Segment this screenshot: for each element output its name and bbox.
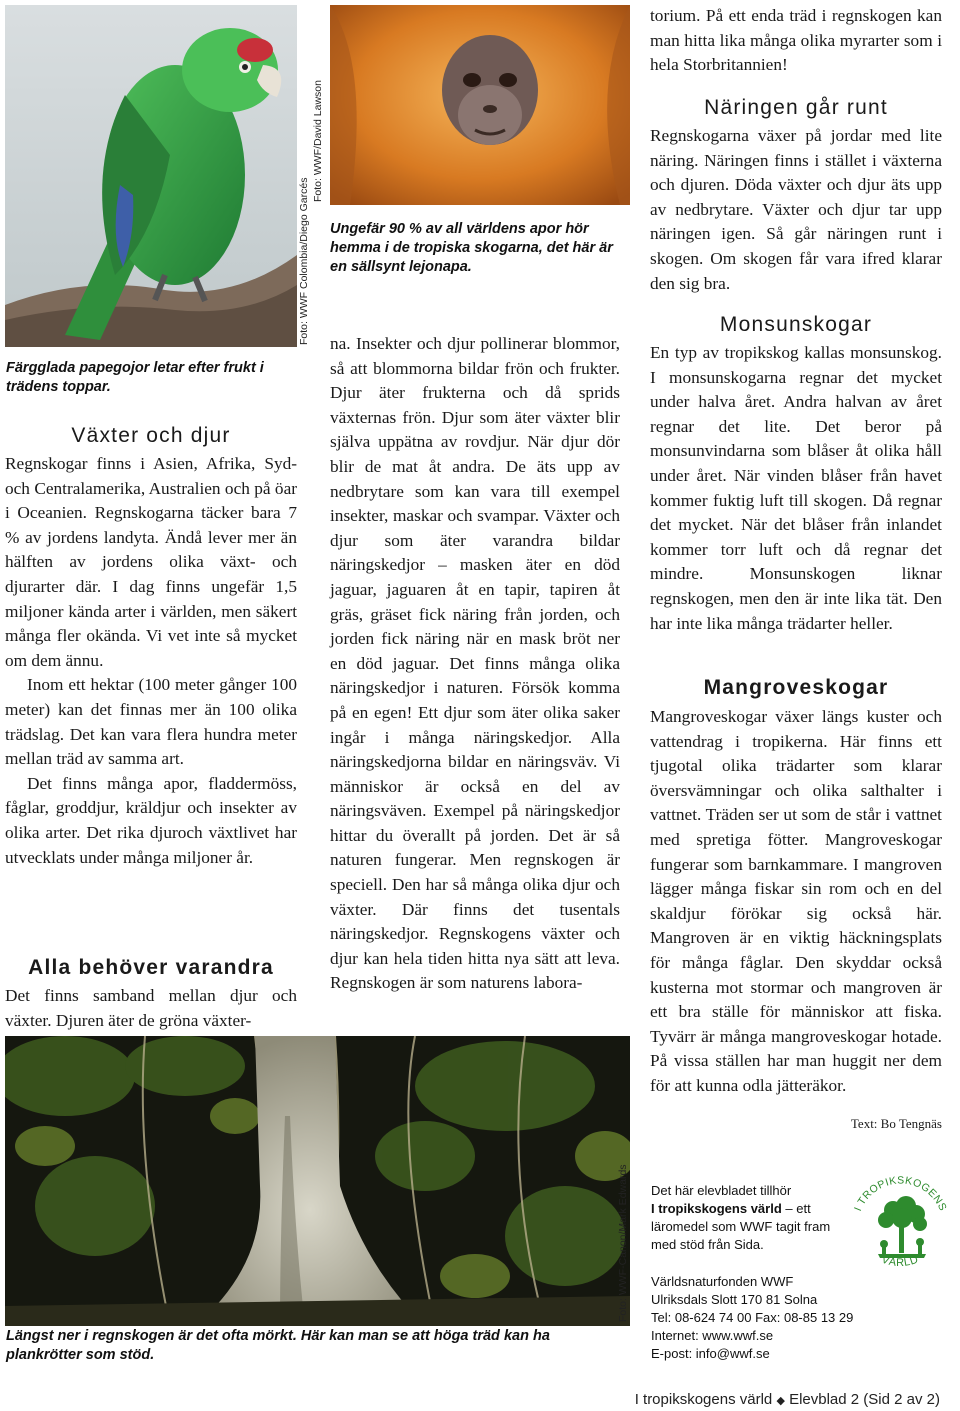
column-3-text-1: [650, 124, 942, 296]
col1-paragraph-1: Regnskogar finns i Asien, Afrika, Syd- och Centralamerika, Australien och på öar i Oceanien. Regnskogarna täcker bara 7 % av jordens landyta. Ändå lever mer än hälften av jordens olika växt- och djurarter där. I dag finns ungefär 1,5 miljoner kända arter i världen, men säkert många fler okända. Vi vet inte så mycket om dem ännu.: [5, 454, 297, 670]
forest-caption: Längst ner i regnskogen är det ofta mörkt. Här kan man se att höga träd kan ha plankrötter som stöd.: [6, 1328, 550, 1363]
heading-alla-behover-varandra: Alla behöver varandra: [28, 956, 274, 979]
col3-paragraph-1: Regnskogarna växer på jordar med lite näring. Näringen finns i stället i växterna och djuren. Döda växter och djur äts upp av nedbrytare. Växter och djur tar upp näringen igen. Så går näringen runt i skogen. Om skogen får vara ifred klarar den sig bra.: [650, 126, 942, 293]
forest-photo: [5, 1036, 630, 1326]
footer-title: I tropikskogens värld: [634, 1391, 773, 1408]
column-1-text: [5, 452, 297, 870]
logo-top-text: I TROPIKSKOGENS: [852, 1174, 949, 1213]
parrot-caption: Färgglada papegojor letar efter frukt i trädens toppar.: [6, 360, 264, 395]
contact-org: Världsnaturfonden WWF: [651, 1274, 794, 1289]
logo-bottom-text: VÄRLD: [879, 1253, 921, 1270]
photo-credit-forest: Foto: WWF-Canon/Mark Edwards: [617, 1164, 629, 1322]
info-title-line: [651, 1200, 831, 1254]
column-3-text-3: [650, 705, 942, 1099]
column-3-text-2: [650, 341, 942, 636]
col2-paragraph-1: na. Insekter och djur pollinerar blommor, så att blommorna bildar frön och frukter. Djur äter frukterna och då sprids växternas frön. Djur som äter växter blir själva uppätna av rovdjur. När djur dör blir de mat åt andra. De äts upp av nedbrytare som kan vara till exempel insekter, maskar och svampar. Växter och djur som äter varandra bildar näringskedjor – masken äter en död jaguar, jaguaren åt en tapir, tapiren åt gräs, gräset fick näring från jorden, och jorden fick näring när en mask bröt ner en död jaguar. Det finns många olika näringskedjor i naturen. Försök komma på en egen! Ett djur som äter olika saker ingår i många näringskedjor. Alla näringskedjorna bildar en näringsväv. Vi människor är också en del av näringsväven. Exempel på näringskedjor hittar du överallt på jorden. Det är så naturen fungerar. Men regnskogen är speciell. Den har så många olika djur och växter. Där finns det tusentals näringskedjor. Regnskogens växter och djur kan hela tiden hitta nya sätt att leva. Regnskogen är som naturens labora-: [330, 334, 620, 993]
heading-monsunskogar: Monsunskogar: [719, 313, 873, 336]
col3-paragraph-3: Mangroveskogar växer längs kuster och vattendrag i tropikerna. Här finns ett tjugotal olika trädarter som klarar översvämningar och olika salthalter i vattnet. Träden ser ut som de står i vattnet med spretiga fötter. Mangroveskogar fungerar som barnkammare. I mangroven lägger många fiskar sin rom och en del skaldjur förökar sig också här. Mangroven är en viktig häckningsplats för många fåglar. Den skyddar också kusterna mot stormar och mangroven är ett bra ställe för människor att fiska. Tyvärr är många mangroveskogar hotade. På vissa ställen har man huggit ner dem för att kunna odla jätteräkor.: [650, 707, 942, 1095]
contact-box: [651, 1273, 951, 1363]
info-line-1: Det här elevbladet tillhör: [651, 1183, 792, 1198]
info-title: I tropikskogens värld: [651, 1201, 782, 1216]
footer-separator: ◆: [776, 1395, 785, 1407]
photo-credit-monkey: Foto: WWF/David Lawson: [312, 80, 324, 202]
heading-naringen-gar-runt: Näringen går runt: [704, 96, 888, 119]
heading-mangroveskogar: Mangroveskogar: [703, 676, 889, 699]
col1-paragraph-4: Det finns samband mellan djur och växter. Djuren äter de gröna växter-: [5, 986, 297, 1030]
col3-paragraph-2: En typ av tropikskog kallas monsunskog. I monsunskogarna regnar det mycket under halva året. Andra halvan av året regnar det lite. Det beror på monsunvindarna som blåser åt olika håll under året. När vinden blåser från havet kommer fuktig luft till skogen. Då regnar det mycket. När det blåser från inlandet kommer torr luft och då regnar det mindre. Monsunskogen liknar regnskogen, men den är inte lika tät. Den har inte lika många trädarter heller.: [650, 343, 942, 633]
monkey-caption: Ungefär 90 % av all världens apor hör hemma i de tropiska skogarna, det här är en sällsynt lejonapa.: [330, 221, 613, 275]
col3-paragraph-0: torium. På ett enda träd i regnskogen kan man hitta lika många olika myrarter som i hela Storbritannien!: [650, 6, 942, 75]
contact-email[interactable]: E-post: info@wwf.se: [651, 1346, 770, 1361]
info-dash: –: [785, 1201, 793, 1216]
contact-address: Ulriksdals Slott 170 81 Solna: [651, 1292, 818, 1307]
info-line-2: ett läromedel som WWF tagit fram med stöd från Sida.: [651, 1201, 831, 1252]
column-2-text: [330, 332, 620, 996]
monkey-photo: [330, 5, 630, 205]
footer-page-number: Elevblad 2 (Sid 2 av 2): [789, 1391, 940, 1408]
heading-vaxter-och-djur: Växter och djur: [71, 424, 231, 447]
page-footer: [635, 1391, 940, 1408]
column-3-text-top: [650, 4, 942, 78]
col1-paragraph-3: Det finns många apor, fladdermöss, fåglar, groddjur, kräldjur och insekter av olika arter. Det rika djuroch växtlivet har utvecklats under många miljoner år.: [5, 773, 297, 867]
tropikskogens-logo: [848, 1168, 953, 1280]
column-1-text-end: [5, 984, 297, 1033]
contact-internet[interactable]: Internet: www.wwf.se: [651, 1328, 774, 1343]
info-box: [651, 1182, 831, 1254]
photo-credit-parrot: Foto: WWF Colombia/Diego Garcés: [298, 177, 310, 345]
col1-paragraph-2: Inom ett hektar (100 meter gånger 100 meter) kan det finnas mer än 100 olika trädslag. Det kan vara flera hundra meter mellan träd av samma art.: [5, 675, 297, 769]
byline: Text: Bo Tengnäs: [850, 1116, 942, 1131]
contact-phone: Tel: 08-624 74 00 Fax: 08-85 13 29: [651, 1310, 854, 1325]
parrot-photo: [5, 5, 297, 347]
